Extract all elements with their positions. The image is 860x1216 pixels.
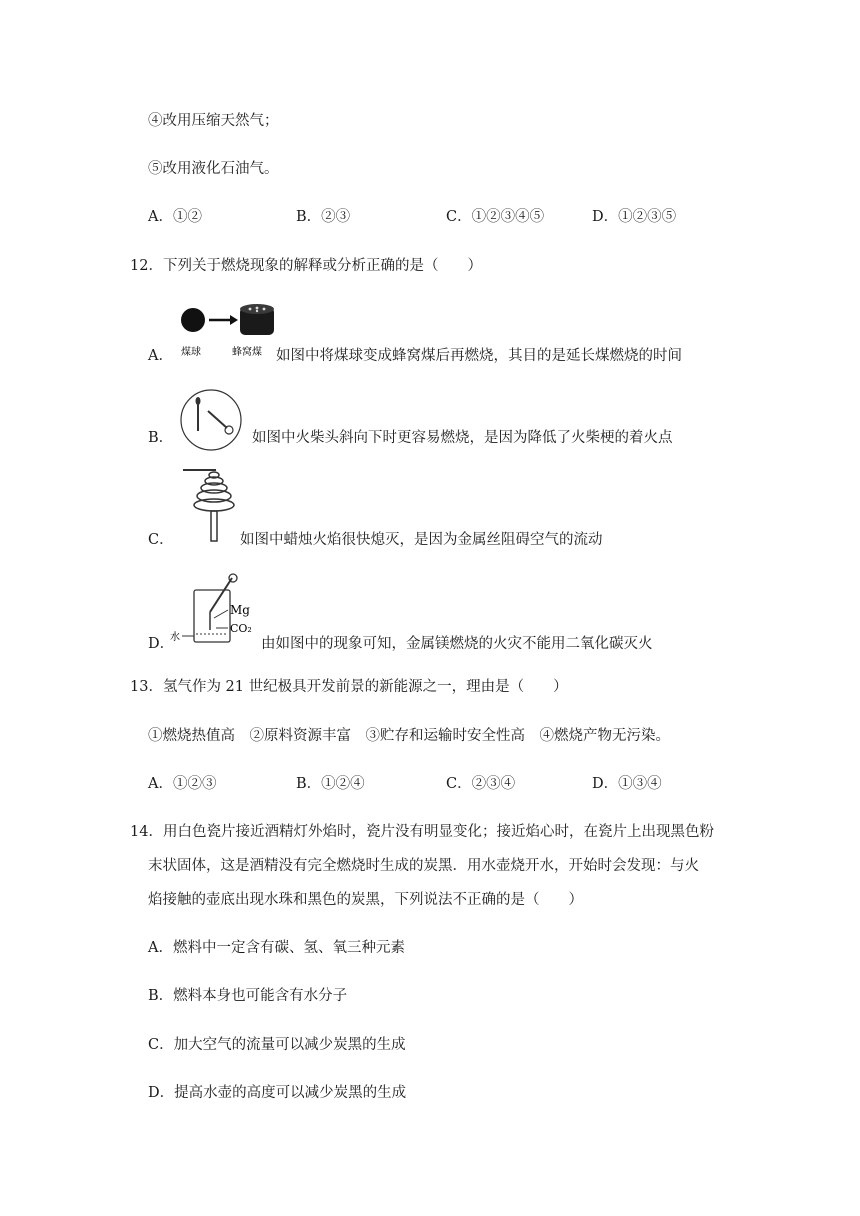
q11-option-c: C．①②③④⑤ [446, 209, 545, 225]
water-label: 水 [170, 632, 180, 643]
q12-c-text: 如图中蜡烛火焰很快熄灭，是因为金属丝阻碍空气的流动 [240, 532, 603, 548]
candle-body [211, 511, 217, 541]
mg-pointer [214, 610, 228, 618]
q12-c-label: C． [148, 532, 174, 548]
q13-items: ①燃烧热值高 ②原料资源丰富 ③贮存和运输时安全性高 ④燃烧产物无污染。 [148, 728, 670, 744]
tilted-match-stick [208, 411, 227, 428]
q12-b-label: B． [148, 430, 174, 446]
upright-match-head [196, 397, 201, 405]
q14-option-d: D．提高水壶的高度可以减少炭黑的生成 [148, 1085, 407, 1101]
honeycomb-label: 蜂窝煤 [232, 347, 262, 358]
q13-option-d: D．①③④ [592, 776, 662, 792]
tongs-grip [229, 574, 237, 582]
q14-stem-line-1: 14．用白色瓷片接近酒精灯外焰时，瓷片没有明显变化；接近焰心时，在瓷片上出现黑色粉 [130, 824, 714, 840]
match-circle-frame [181, 390, 241, 450]
q11-option-a: A．①② [148, 209, 202, 225]
co2-label: CO₂ [230, 622, 252, 635]
q11-option-b: B．②③ [296, 209, 351, 225]
tongs [210, 578, 232, 612]
q14-option-b: B．燃料本身也可能含有水分子 [148, 988, 348, 1004]
magnesium-co2-figure [170, 572, 262, 652]
q14-option-c: C．加大空气的流量可以减少炭黑的生成 [148, 1037, 406, 1053]
q11-option-d: D．①②③⑤ [592, 209, 677, 225]
q12-a-label: A． [148, 348, 173, 364]
q12-stem: 12．下列关于燃烧现象的解释或分析正确的是（ ） [130, 258, 482, 274]
q12-b-text: 如图中火柴头斜向下时更容易燃烧，是因为降低了火柴梗的着火点 [252, 430, 673, 446]
q12-d-label: D． [148, 636, 175, 652]
coil-bottom [194, 499, 234, 511]
q13-option-b: B．①②④ [296, 776, 365, 792]
q12-d-text: 由如图中的现象可知，金属镁燃烧的火灾不能用二氧化碳灭火 [261, 636, 653, 652]
q14-stem-line-3: 焰接触的壶底出现水珠和黑色的炭黑，下列说法不正确的是（ ） [148, 892, 583, 908]
coal-ball-to-honeycomb-figure [172, 303, 276, 361]
coal-ball-shape [181, 308, 205, 332]
match-tilt-figure [178, 387, 248, 453]
q14-option-a: A．燃料中一定含有碳、氢、氧三种元素 [148, 940, 405, 956]
q13-stem: 13．氢气作为 21 世纪极具开发前景的新能源之一，理由是（ ） [130, 679, 568, 695]
coal-ball-label: 煤球 [181, 347, 201, 358]
tilted-match-head [225, 426, 233, 434]
candle-coil-figure [178, 465, 242, 545]
q13-option-a: A．①②③ [148, 776, 217, 792]
arrow-head [230, 315, 238, 325]
q14-stem-line-2: 末状固体，这是酒精没有完全燃烧时生成的炭黑．用水壶烧开水，开始时会发现：与火 [148, 858, 699, 874]
mg-label: Mg [230, 603, 250, 617]
q11-item-4: ④改用压缩天然气； [148, 113, 279, 129]
q11-item-5: ⑤改用液化石油气。 [148, 161, 279, 177]
q13-option-c: C．②③④ [446, 776, 516, 792]
q12-a-text: 如图中将煤球变成蜂窝煤后再燃烧，其目的是延长煤燃烧的时间 [276, 348, 682, 364]
